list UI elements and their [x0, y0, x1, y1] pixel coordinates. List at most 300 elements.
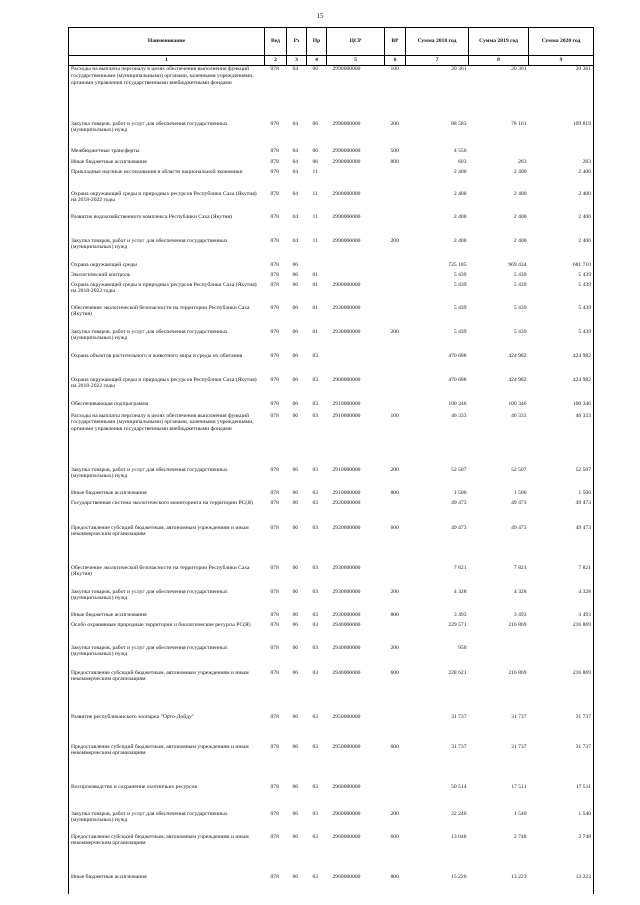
index-cell: 2 [265, 56, 287, 66]
row-sum-2018: 88 583 [451, 120, 467, 127]
row-sum-2018: 52 507 [451, 466, 467, 473]
row-rz: 06 [292, 810, 299, 817]
index-cell: 8 [469, 56, 529, 66]
row-ved: 078 [270, 352, 279, 359]
table-row [69, 525, 594, 565]
table-row [69, 169, 594, 191]
table-row [69, 467, 594, 490]
row-sum-2020: 31 737 [529, 714, 594, 744]
row-rz: 06 [292, 261, 299, 268]
row-sum-2019: 31 737 [511, 743, 527, 750]
row-sum-2019: 424 982 [508, 376, 527, 383]
row-vr [385, 262, 406, 272]
row-ved: 078 [270, 611, 279, 618]
row-vr [385, 377, 406, 401]
row-pr: 11 [312, 237, 318, 244]
row-name: Охрана объектов растительного и животного мира и среды их обитания [69, 353, 265, 377]
row-sum-2020 [529, 645, 594, 670]
row-sum-2018: 2 400 [453, 213, 467, 220]
row-sum-2018: 50 514 [451, 783, 467, 790]
row-vr: 200 [390, 644, 399, 651]
row-pr: 03 [312, 524, 319, 531]
row-vr [385, 622, 406, 645]
row-sum-2018: 7 821 [453, 564, 467, 571]
table-row [69, 238, 594, 262]
row-ved: 078 [270, 810, 279, 817]
row-pr: 03 [312, 611, 319, 618]
row-sum-2018: 2 400 [453, 190, 467, 197]
row-pr: 03 [312, 669, 319, 676]
row-name: Расходы на выплаты персоналу в целях обеспечения выполнения функций государственными (муниципальными) органами, казенными учреждениями, органами управления государственными внебюджетными фондами [69, 66, 265, 121]
row-vr: 200 [390, 588, 399, 595]
row-sum-2018: 3 493 [453, 611, 467, 618]
table-row [69, 272, 594, 282]
row-name: Развитие водохозяйственного комплекса Республики Саха (Якутия) [69, 214, 265, 238]
table-row [69, 148, 594, 159]
row-sum-2019: 7 821 [513, 564, 527, 571]
row-ved: 078 [270, 713, 279, 720]
row-pr: 01 [312, 271, 319, 278]
row-name: Иные бюджетные ассигнования [69, 874, 265, 894]
row-csr: 2960000000 [332, 873, 361, 880]
row-sum-2019: 1 506 [513, 489, 527, 496]
row-name: Прикладные научные исследования в области национальной экономики [69, 169, 265, 191]
row-sum-2020: 2 400 [529, 169, 594, 191]
index-cell: 4 [307, 56, 327, 66]
row-sum-2020: 31 737 [529, 744, 594, 784]
header-csr: ЦСР [327, 28, 385, 56]
row-sum-2018: 5 439 [453, 304, 467, 311]
row-ved: 078 [270, 644, 279, 651]
row-vr: 800 [390, 873, 399, 880]
index-cell: 7 [406, 56, 469, 66]
row-sum-2018: 49 473 [451, 524, 467, 531]
row-sum-2019 [469, 645, 529, 670]
row-sum-2019: 216 869 [508, 621, 527, 628]
header-sum-2018: Сумма 2018 год [406, 28, 469, 56]
row-sum-2018: 46 333 [451, 412, 467, 419]
row-vr: 600 [390, 524, 399, 531]
row-rz: 06 [292, 376, 299, 383]
row-pr: 11 [312, 168, 318, 175]
row-sum-2019: 5 439 [513, 328, 527, 335]
row-sum-2019: 5 439 [513, 304, 527, 311]
header-vr: ВР [385, 28, 406, 56]
row-ved: 078 [270, 147, 279, 154]
row-pr: 03 [312, 466, 319, 473]
row-vr: 200 [390, 466, 399, 473]
row-csr: 2950000000 [332, 743, 361, 750]
row-sum-2019: 49 473 [511, 499, 527, 506]
row-sum-2019: 969 434 [508, 261, 527, 268]
table-row [69, 66, 594, 121]
row-vr [385, 169, 406, 191]
row-sum-2019: 100 346 [508, 400, 527, 407]
row-csr [327, 169, 385, 191]
row-rz: 04 [292, 66, 299, 72]
row-rz: 06 [292, 400, 299, 407]
row-csr [327, 262, 385, 272]
row-sum-2018: 603 [458, 158, 467, 165]
table-row [69, 500, 594, 525]
row-ved: 078 [270, 400, 279, 407]
row-rz: 06 [292, 489, 299, 496]
row-pr [307, 262, 327, 272]
budget-table [68, 27, 594, 894]
row-name: Воспроизводство и сохранение охотничьих ресурсов [69, 784, 265, 811]
row-sum-2019: 1 540 [513, 810, 527, 817]
row-sum-2018: 5 439 [453, 281, 467, 288]
row-rz: 06 [292, 644, 299, 651]
row-pr: 03 [312, 499, 319, 506]
row-csr: 2990000000 [332, 158, 361, 165]
row-name: Закупка товаров, работ и услуг для обеспечения государственных (муниципальных) нужд [69, 467, 265, 490]
row-sum-2018: 950 [458, 644, 467, 651]
row-sum-2019: 49 473 [511, 524, 527, 531]
row-rz: 06 [292, 713, 299, 720]
table-row [69, 714, 594, 744]
row-sum-2020: 5 439 [529, 282, 594, 305]
row-name: Развитие республиканского зоопарка "Орто-Дойду" [69, 714, 265, 744]
row-rz: 06 [292, 669, 299, 676]
row-name: Закупка товаров, работ и услуг для обеспечения государственных (муниципальных) нужд [69, 329, 265, 353]
row-ved: 078 [270, 168, 279, 175]
row-sum-2020: 424 982 [529, 353, 594, 377]
row-pr: 11 [312, 213, 318, 220]
row-sum-2018: 15 226 [451, 873, 467, 880]
row-sum-2018: 4 328 [453, 588, 467, 595]
row-sum-2020: 52 507 [529, 467, 594, 490]
table-row [69, 121, 594, 148]
row-ved: 078 [270, 120, 279, 127]
row-csr: 2990000000 [332, 213, 361, 220]
row-sum-2020: 2 400 [529, 214, 594, 238]
header-sum-2020: Сумма 2020 год [529, 28, 594, 56]
row-rz: 04 [292, 190, 299, 197]
row-ved: 078 [270, 588, 279, 595]
row-vr: 200 [390, 120, 399, 127]
row-name: Охрана окружающей среды и природных ресурсов Республики Саха (Якутия) на 2018-2022 годы [69, 191, 265, 214]
table-row [69, 282, 594, 305]
row-name: Предоставление субсидий бюджетным, автономным учреждениям и иным некоммерческим организациям [69, 834, 265, 874]
row-pr: 03 [312, 376, 319, 383]
table-row [69, 612, 594, 622]
row-pr: 06 [312, 66, 319, 72]
row-sum-2019: 17 511 [511, 783, 527, 790]
row-sum-2018: 100 346 [448, 400, 467, 407]
row-vr: 100 [390, 412, 399, 419]
row-vr [385, 784, 406, 811]
table-row [69, 874, 594, 894]
row-pr: 03 [312, 489, 319, 496]
row-sum-2018: 228 621 [448, 669, 467, 676]
table-row [69, 401, 594, 413]
row-sum-2020: 17 511 [529, 784, 594, 811]
row-ved: 078 [270, 213, 279, 220]
row-name: Охрана окружающей среды и природных ресурсов Республики Саха (Якутия) на 2018-2022 годы [69, 282, 265, 305]
table-row [69, 490, 594, 500]
index-cell: 6 [385, 56, 406, 66]
row-sum-2018: 13 048 [451, 833, 467, 840]
row-sum-2018: 470 688 [448, 352, 467, 359]
row-csr: 2910000000 [332, 400, 361, 407]
table-row [69, 262, 594, 272]
table-row [69, 329, 594, 353]
header-rz: Рз [287, 28, 307, 56]
row-pr: 06 [312, 147, 319, 154]
row-sum-2018: 2 400 [453, 237, 467, 244]
row-vr: 600 [390, 833, 399, 840]
index-cell: 9 [529, 56, 594, 66]
row-sum-2020: 3 493 [529, 612, 594, 622]
row-sum-2019: 2 400 [513, 190, 527, 197]
index-cell: 5 [327, 56, 385, 66]
row-pr: 01 [312, 304, 319, 311]
table-row [69, 191, 594, 214]
row-csr: 2940000000 [332, 644, 361, 651]
row-sum-2020: 100 346 [529, 401, 594, 413]
row-sum-2020: 424 982 [529, 377, 594, 401]
row-rz: 04 [292, 120, 299, 127]
row-sum-2019: 31 737 [511, 713, 527, 720]
page-number: 15 [316, 12, 324, 20]
row-sum-2018: 4 556 [453, 147, 467, 154]
row-rz: 06 [292, 412, 299, 419]
row-sum-2019: 5 439 [513, 281, 527, 288]
row-sum-2020: 2 400 [529, 238, 594, 262]
row-name: Экологический контроль [69, 272, 265, 282]
row-ved: 078 [270, 328, 279, 335]
row-name: Государственная система экологического мониторинга на территории РС(Я) [69, 500, 265, 525]
table-row [69, 413, 594, 467]
row-rz: 04 [292, 158, 299, 165]
index-cell: 1 [69, 56, 265, 66]
row-rz: 06 [292, 783, 299, 790]
row-ved: 078 [270, 489, 279, 496]
row-sum-2020: 20 361 [529, 66, 594, 121]
row-sum-2019: 283 [518, 158, 527, 165]
row-name: Предоставление субсидий бюджетным, автономным учреждениям и иным некоммерческим организациям [69, 744, 265, 784]
row-ved: 078 [270, 281, 279, 288]
row-csr: 2960000000 [332, 810, 361, 817]
row-pr: 03 [312, 873, 319, 880]
row-sum-2019: 4 328 [513, 588, 527, 595]
row-vr [385, 282, 406, 305]
row-name: Иные бюджетные ассигнования [69, 490, 265, 500]
table-row [69, 353, 594, 377]
row-name: Обеспечение экологической безопасности на территории Республики Саха (Якутия) [69, 565, 265, 589]
row-csr: 2990000000 [332, 237, 361, 244]
row-sum-2020: 109 819 [529, 121, 594, 148]
row-sum-2019: 2 400 [513, 213, 527, 220]
row-sum-2020: 49 473 [529, 525, 594, 565]
header-name: Наименование [69, 28, 265, 56]
table-row [69, 159, 594, 169]
row-sum-2019: 13 223 [511, 873, 527, 880]
table-row [69, 589, 594, 612]
row-name: Закупка товаров, работ и услуг для обеспечения государственных (муниципальных) нужд [69, 645, 265, 670]
row-csr: 2910000000 [332, 489, 361, 496]
row-sum-2018: 5 439 [453, 271, 467, 278]
row-rz: 06 [292, 352, 299, 359]
row-sum-2019 [469, 148, 529, 159]
row-name: Иные бюджетные ассигнования [69, 159, 265, 169]
row-pr: 01 [312, 281, 319, 288]
row-rz: 04 [292, 168, 299, 175]
row-name: Закупка товаров, работ и услуг для обеспечения государственных (муниципальных) нужд [69, 121, 265, 148]
row-csr: 2900000000 [332, 281, 361, 288]
row-ved: 078 [270, 743, 279, 750]
row-csr: 2990000000 [332, 66, 361, 72]
row-sum-2020 [529, 148, 594, 159]
row-csr: 2910000000 [332, 466, 361, 473]
row-sum-2018: 725 185 [448, 261, 467, 268]
row-sum-2018: 49 473 [451, 499, 467, 506]
row-sum-2020: 681 710 [529, 262, 594, 272]
row-pr: 03 [312, 644, 319, 651]
row-sum-2018: 5 439 [453, 328, 467, 335]
row-sum-2018: 31 737 [451, 743, 467, 750]
row-csr: 2940000000 [332, 621, 361, 628]
row-name: Предоставление субсидий бюджетным, автономным учреждениям и иным некоммерческим организациям [69, 525, 265, 565]
row-vr: 800 [390, 158, 399, 165]
row-ved: 078 [270, 783, 279, 790]
row-sum-2020: 2 748 [529, 834, 594, 874]
row-pr: 03 [312, 713, 319, 720]
row-rz: 06 [292, 271, 299, 278]
row-csr: 2950000000 [332, 713, 361, 720]
row-csr: 2930000000 [332, 328, 361, 335]
row-csr [327, 272, 385, 282]
row-name: Иные бюджетные ассигнования [69, 612, 265, 622]
row-ved: 078 [270, 669, 279, 676]
row-ved: 078 [270, 412, 279, 419]
row-sum-2018: 22 240 [451, 810, 467, 817]
row-sum-2020: 2 400 [529, 191, 594, 214]
row-ved: 078 [270, 158, 279, 165]
row-rz: 06 [292, 466, 299, 473]
row-sum-2018: 31 737 [451, 713, 467, 720]
row-name: Предоставление субсидий бюджетным, автономным учреждениям и иным некоммерческим организациям [69, 670, 265, 714]
table-row [69, 811, 594, 834]
row-name: Закупка товаров, работ и услуг для обеспечения государственных (муниципальных) нужд [69, 238, 265, 262]
row-pr: 06 [312, 158, 319, 165]
row-pr: 03 [312, 352, 319, 359]
row-csr: 2930000000 [332, 588, 361, 595]
row-sum-2020: 5 439 [529, 329, 594, 353]
table-row [69, 214, 594, 238]
row-csr: 2930000000 [332, 564, 361, 571]
row-name: Охрана окружающей среды и природных ресурсов Республики Саха (Якутия) на 2018-2022 годы [69, 377, 265, 401]
row-vr [385, 500, 406, 525]
row-ved: 078 [270, 466, 279, 473]
row-rz: 04 [292, 237, 299, 244]
row-name: Закупка товаров, работ и услуг для обеспечения государственных (муниципальных) нужд [69, 589, 265, 612]
row-name: Межбюджетные трансферты [69, 148, 265, 159]
row-sum-2019: 2 748 [513, 833, 527, 840]
row-sum-2019: 216 869 [508, 669, 527, 676]
table-row [69, 622, 594, 645]
row-name: Закупка товаров, работ и услуг для обеспечения государственных (муниципальных) нужд [69, 811, 265, 834]
row-vr: 600 [390, 743, 399, 750]
row-sum-2018: 1 506 [453, 489, 467, 496]
row-csr: 2940000000 [332, 669, 361, 676]
row-sum-2020: 46 333 [529, 413, 594, 467]
row-vr [385, 565, 406, 589]
row-ved: 078 [270, 271, 279, 278]
table-body [69, 66, 594, 894]
row-pr: 03 [312, 412, 319, 419]
header-pr: Пр [307, 28, 327, 56]
row-csr: 2910000000 [332, 412, 361, 419]
row-rz: 06 [292, 611, 299, 618]
row-rz: 06 [292, 304, 299, 311]
row-csr: 2930000000 [332, 611, 361, 618]
row-ved: 078 [270, 524, 279, 531]
row-pr: 03 [312, 564, 319, 571]
row-sum-2020: 216 869 [529, 670, 594, 714]
row-sum-2019: 3 493 [513, 611, 527, 618]
table-row [69, 670, 594, 714]
row-sum-2019: 78 161 [511, 120, 527, 127]
row-csr: 2920000000 [332, 499, 361, 506]
row-rz: 06 [292, 621, 299, 628]
row-sum-2020: 283 [529, 159, 594, 169]
row-rz: 06 [292, 873, 299, 880]
row-sum-2019: 2 400 [513, 168, 527, 175]
row-pr: 01 [312, 328, 319, 335]
row-sum-2019: 424 982 [508, 352, 527, 359]
row-sum-2019: 46 333 [511, 412, 527, 419]
row-vr: 100 [390, 66, 399, 72]
row-vr: 800 [390, 611, 399, 618]
row-csr: 2930000000 [332, 304, 361, 311]
row-csr [327, 353, 385, 377]
row-vr [385, 214, 406, 238]
row-pr: 03 [312, 783, 319, 790]
row-sum-2018: 470 688 [448, 376, 467, 383]
row-rz: 06 [292, 564, 299, 571]
row-csr: 2960000000 [332, 833, 361, 840]
row-sum-2019: 20 361 [511, 66, 527, 72]
table-row [69, 834, 594, 874]
row-csr: 2900000000 [332, 376, 361, 383]
index-cell: 3 [287, 56, 307, 66]
row-rz: 06 [292, 588, 299, 595]
row-vr: 200 [390, 328, 399, 335]
row-sum-2018: 229 571 [448, 621, 467, 628]
row-sum-2019: 52 507 [511, 466, 527, 473]
table-row [69, 645, 594, 670]
row-rz: 06 [292, 281, 299, 288]
row-csr: 2990000000 [332, 120, 361, 127]
row-sum-2018: 2 400 [453, 168, 467, 175]
row-vr: 200 [390, 237, 399, 244]
header-ved: Вед [265, 28, 287, 56]
row-rz: 04 [292, 147, 299, 154]
row-csr: 2920000000 [332, 524, 361, 531]
row-ved: 078 [270, 499, 279, 506]
row-pr: 03 [312, 833, 319, 840]
row-ved: 078 [270, 621, 279, 628]
table-row [69, 377, 594, 401]
row-csr: 2900000000 [332, 190, 361, 197]
row-sum-2020: 4 328 [529, 589, 594, 612]
row-ved: 078 [270, 66, 279, 72]
row-sum-2019: 5 439 [513, 271, 527, 278]
row-vr [385, 714, 406, 744]
row-vr [385, 272, 406, 282]
